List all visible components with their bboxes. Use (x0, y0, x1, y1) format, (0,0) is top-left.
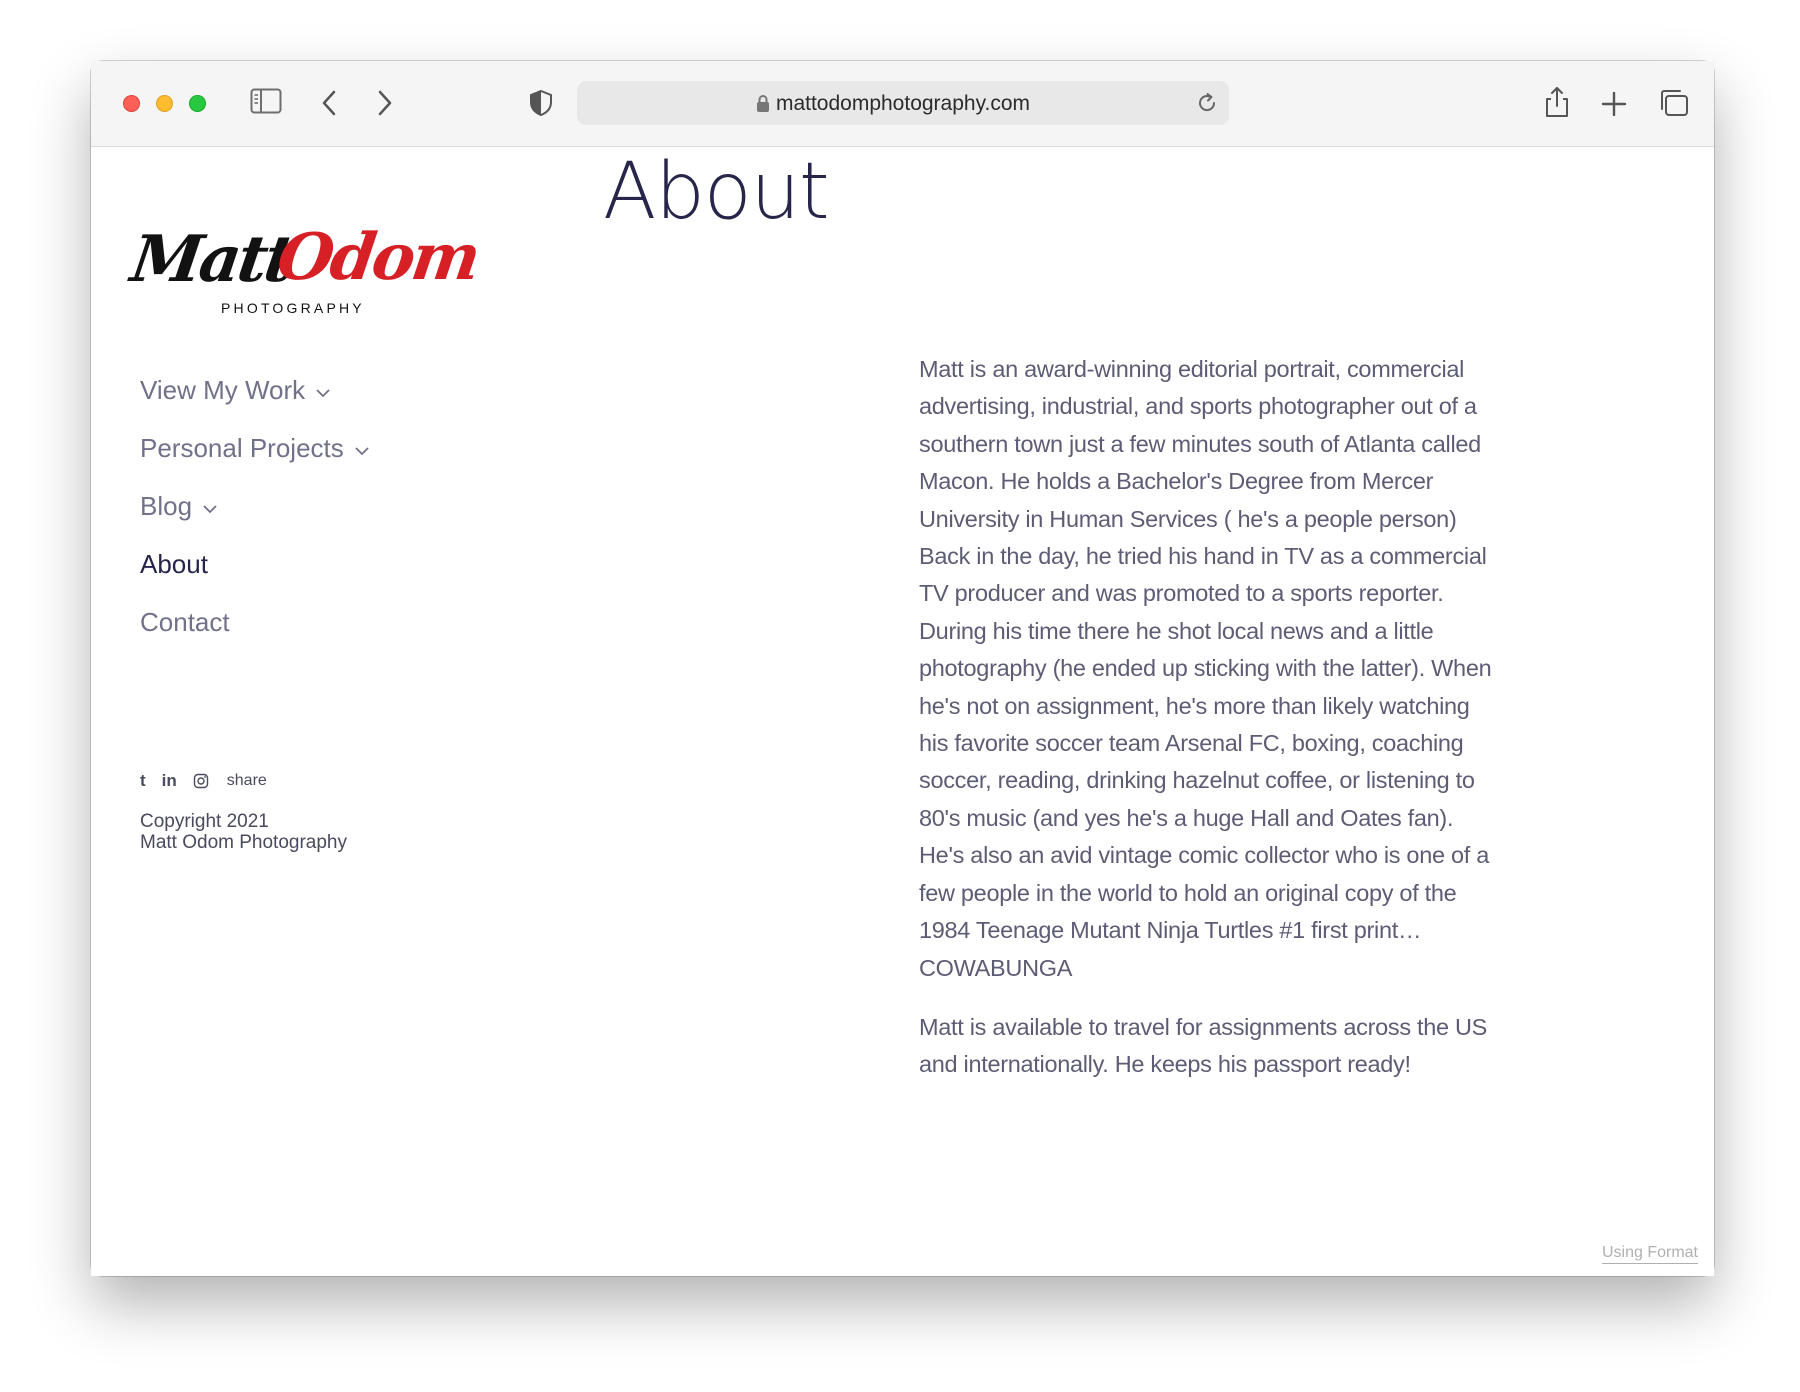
zoom-window-button[interactable] (189, 95, 206, 112)
about-text (919, 351, 1499, 1106)
tumblr-icon[interactable]: t (140, 771, 146, 790)
browser-window (91, 61, 1714, 1276)
share-icon[interactable] (1543, 85, 1571, 119)
chevron-right-icon[interactable] (376, 89, 394, 117)
nav-item-about[interactable] (140, 549, 370, 607)
nav-item-label[interactable]: Blog (140, 491, 193, 521)
browser-toolbar (91, 61, 1714, 147)
copyright-line: Copyright 2021 (140, 811, 269, 832)
close-window-button[interactable] (123, 95, 140, 112)
tabs-overview-icon[interactable] (1658, 88, 1690, 118)
logo-subtitle: PHOTOGRAPHY (221, 300, 365, 316)
lock-icon (756, 94, 770, 114)
main-nav (140, 375, 370, 665)
page-title: About (603, 147, 829, 237)
minimize-window-button[interactable] (156, 95, 173, 112)
chevron-left-icon[interactable] (320, 89, 338, 117)
logo-matt: Matt (126, 222, 297, 297)
page-content (91, 147, 1714, 1276)
nav-item-contact[interactable] (140, 607, 370, 665)
plus-icon[interactable] (1601, 91, 1627, 117)
nav-item-personal-projects[interactable] (140, 433, 370, 491)
linkedin-icon[interactable]: in (161, 771, 177, 790)
instagram-icon[interactable] (193, 773, 209, 789)
chevron-down-icon[interactable] (315, 387, 331, 399)
nav-item-blog[interactable] (140, 491, 370, 549)
url-text[interactable]: mattodomphotography.com (775, 92, 1031, 115)
nav-item-label[interactable]: View My Work (140, 375, 306, 405)
about-paragraph: Matt is an award-winning editorial portrait, commercial advertising, industrial, and sports photographer out of a southern town just a few minutes south of Atlanta called Macon. He holds a Bachelor's Degree from Mercer University in Human Services ( he's a people person) Back in the day, he tried his hand in TV as a commercial TV producer and was promoted to a sports reporter. During his time there he shot local news and a little photography (he ended up sticking with the latter). When he's not on assignment, he's more than likely watching his favorite soccer team Arsenal FC, boxing, coaching soccer, reading, drinking hazelnut coffee, or listening to 80's music (and yes he's a huge Hall and Oates fan). He's also an avid vintage comic collector who is one of a few people in the world to hold an original copy of the 1984 Teenage Mutant Ninja Turtles #1 first print…COWABUNGA (919, 356, 1492, 981)
chevron-down-icon[interactable] (354, 445, 370, 457)
using-format-link[interactable]: Using Format (1602, 1243, 1698, 1264)
logo-odom: Odom (272, 220, 483, 295)
about-paragraph: Matt is available to travel for assignments across the US and internationally. He keeps his passport ready! (919, 1013, 1488, 1078)
site-logo[interactable] (126, 209, 483, 319)
shield-icon[interactable] (529, 89, 553, 117)
nav-item-view-my-work[interactable] (140, 375, 370, 433)
copyright-owner: Matt Odom Photography (140, 832, 347, 853)
copyright (140, 811, 347, 853)
nav-item-label[interactable]: About (140, 549, 208, 579)
chevron-down-icon[interactable] (202, 503, 218, 515)
social-links (140, 771, 267, 791)
nav-item-label[interactable]: Personal Projects (140, 433, 344, 463)
share-link[interactable]: share (226, 772, 267, 789)
reload-icon[interactable] (1195, 91, 1219, 115)
sidebar-icon[interactable] (250, 88, 282, 114)
address-bar[interactable] (577, 81, 1229, 125)
nav-item-label[interactable]: Contact (140, 607, 230, 637)
